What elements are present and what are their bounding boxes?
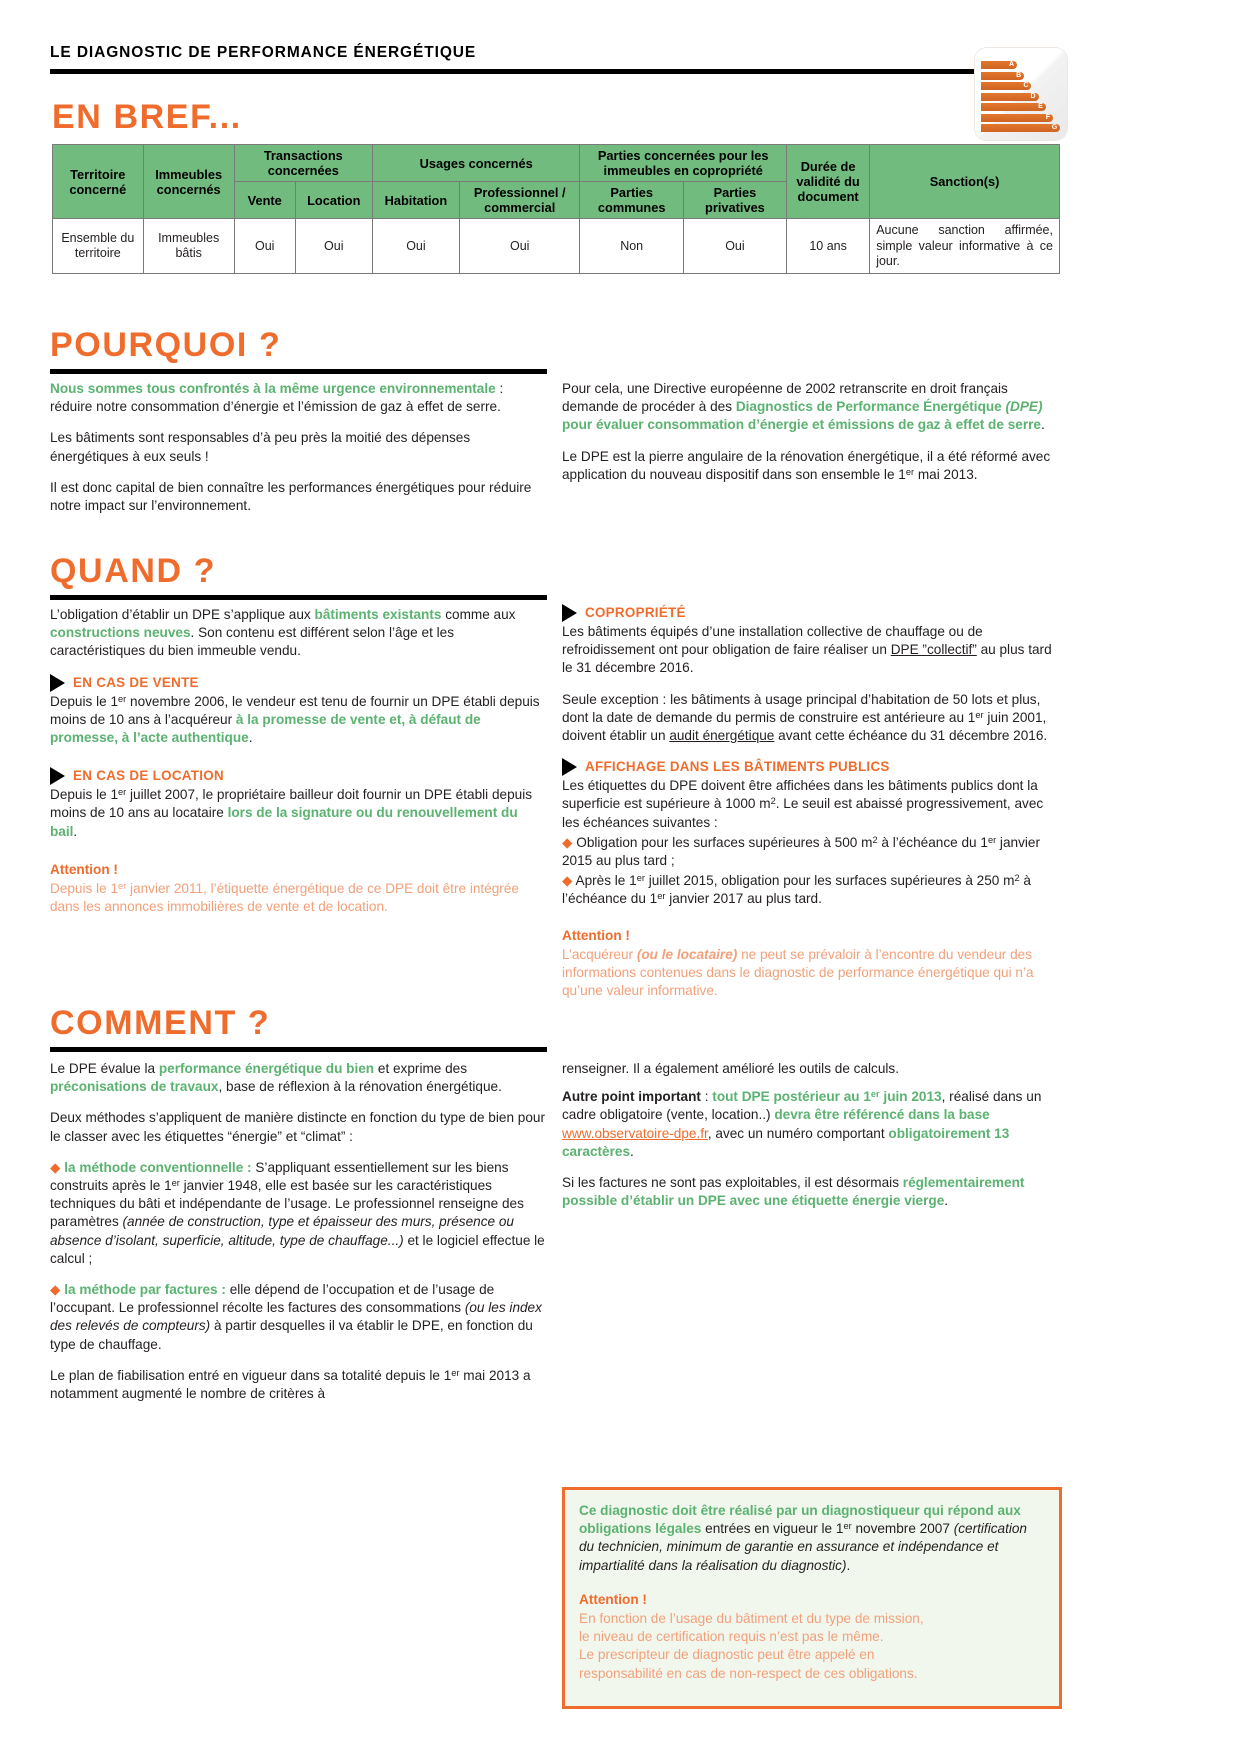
cmt-p1-c: et exprime des bbox=[374, 1061, 468, 1076]
quand-right-attn-b: (ou le locataire) bbox=[636, 946, 738, 962]
th-professionnel: Professionnel / commercial bbox=[459, 182, 579, 219]
pourquoi-right-p1-a: Pour cela, une Directive européenne de 2002 retranscrite en droit français demande de procéder à des bbox=[562, 381, 1008, 415]
section-en-bref-title bbox=[52, 100, 552, 134]
pourquoi-right-p1-e: . bbox=[1040, 417, 1045, 433]
pourquoi-right-p1-c: (DPE) bbox=[1005, 399, 1043, 415]
triangle-bullet-icon bbox=[50, 767, 65, 785]
comment-left-p1 bbox=[50, 1060, 547, 1096]
method-1-label: la méthode conventionnelle : bbox=[64, 1159, 252, 1175]
copro-b: DPE ”collectif” bbox=[890, 642, 977, 658]
energy-bar-a: A bbox=[981, 61, 1017, 69]
document-header bbox=[50, 44, 1070, 74]
quand-vente-a: Depuis le 1er novembre 2006, le vendeur est tenu de fournir un DPE établi depuis moins de 10 ans à l’acquéreur bbox=[50, 693, 540, 727]
quand-right-affichage-body bbox=[562, 777, 1062, 832]
quand-left-attention-body bbox=[50, 880, 547, 916]
cmt-r-p1-e: devra être référencé dans la base bbox=[774, 1107, 990, 1123]
comment-divider bbox=[50, 1047, 547, 1052]
cell-professionnel: Oui bbox=[459, 219, 579, 274]
pourquoi-right-p1 bbox=[562, 380, 1062, 435]
energy-bar-g: G bbox=[981, 124, 1060, 132]
energy-bar-b: B bbox=[981, 72, 1024, 80]
th-vente: Vente bbox=[234, 182, 295, 219]
quand-intro-d: constructions neuves bbox=[50, 625, 191, 641]
section-quand-title bbox=[50, 554, 550, 600]
comment-heading: COMMENT ? bbox=[50, 1004, 271, 1042]
dpe-energy-label-icon bbox=[975, 48, 1067, 140]
energy-bar-d: D bbox=[981, 93, 1039, 101]
subhead-location-label: EN CAS DE LOCATION bbox=[73, 768, 224, 784]
cmt-p1-b: performance énergétique du bien bbox=[158, 1061, 375, 1076]
quand-location-b: lors de la signature ou du renouvellement du bail bbox=[50, 805, 518, 839]
cmt-r-p1-b: : bbox=[700, 1089, 713, 1105]
pourquoi-right-p1-d: pour évaluer consommation d’énergie et émissions de gaz à effet de serre bbox=[562, 417, 1041, 433]
quand-right-copro-body bbox=[562, 623, 1062, 678]
box-attn-l4: responsabilité en cas de non-respect de ces obligations. bbox=[579, 1665, 918, 1681]
pourquoi-right-p1-b: Diagnostics de Performance Énergétique bbox=[735, 399, 1006, 415]
copro-c: au plus tard le 31 décembre 2016. bbox=[562, 642, 1052, 676]
quand-left-column bbox=[50, 606, 547, 928]
quand-intro-b: bâtiments existants bbox=[314, 607, 442, 622]
section-comment-title bbox=[50, 1006, 550, 1052]
table-header-row-1 bbox=[53, 145, 1060, 182]
triangle-bullet-icon bbox=[50, 674, 65, 692]
method-1-italic: (année de construction, type et épaisseur des murs, présence ou absence d’isolant, superficie, altitude, type de chauffage...) bbox=[50, 1214, 514, 1248]
quand-right-attention-head: Attention ! bbox=[562, 927, 630, 943]
quand-intro-e: . Son contenu est différent selon l’âge et les caractéristiques du bien immeuble vendu. bbox=[50, 625, 455, 659]
cmt-r-p1-f: , avec un numéro comportant bbox=[707, 1125, 889, 1141]
box-lead-bold: Ce diagnostic doit être réalisé par un diagnostiqueur qui répond aux obligations légales bbox=[579, 1503, 1021, 1537]
observatoire-dpe-link[interactable]: www.observatoire-dpe.fr bbox=[562, 1125, 708, 1141]
box-attention-body bbox=[579, 1610, 1045, 1683]
quand-left-intro bbox=[50, 606, 547, 661]
box-attn-l1: En fonction de l’usage du bâtiment et du type de mission, bbox=[579, 1611, 924, 1627]
th-parties-privatives: Parties privatives bbox=[683, 182, 786, 219]
comment-right-p0: renseigner. Il a également amélioré les outils de calculs. bbox=[562, 1061, 900, 1076]
cmt-r-p1-c: tout DPE postérieur au 1er juin 2013 bbox=[712, 1089, 942, 1105]
quand-location-c: . bbox=[73, 823, 78, 839]
comment-right-column bbox=[562, 1060, 1062, 1210]
en-bref-heading: EN BREF... bbox=[52, 98, 242, 136]
table-row bbox=[53, 219, 1060, 274]
pourquoi-left-p1 bbox=[50, 380, 547, 416]
subhead-copro-label: COPROPRIÉTÉ bbox=[585, 605, 686, 621]
pourquoi-left-p2: Les bâtiments sont responsables d’à peu près la moitié des dépenses énergétiques à eux seuls ! bbox=[50, 430, 471, 464]
cmt-r-p1-g: obligatoirement 13 caractères bbox=[562, 1125, 1010, 1159]
cell-territoire: Ensemble du territoire bbox=[53, 219, 144, 274]
quand-heading: QUAND ? bbox=[50, 552, 217, 590]
diamond-bullet-icon: ◆ bbox=[50, 1159, 61, 1175]
cell-location: Oui bbox=[295, 219, 372, 274]
cmt-r-p2-b: réglementairement possible d’établir un DPE avec une étiquette énergie vierge bbox=[562, 1175, 1025, 1209]
cmt-p1-a: Le DPE évalue la bbox=[50, 1061, 159, 1076]
triangle-bullet-icon bbox=[562, 604, 577, 622]
diamond-bullet-icon: ◆ bbox=[50, 1282, 61, 1298]
th-habitation: Habitation bbox=[372, 182, 459, 219]
copro2-b: audit énergétique bbox=[669, 728, 775, 744]
method-1-a: S’appliquant essentiellement sur les biens construits après le 1er janvier 1948, elle est basée sur les caractéristiques techniques du bâti et indépendante de l’usage. Le professionnel renseigne des paramètres bbox=[50, 1159, 524, 1230]
affichage-bullet-2 bbox=[562, 872, 1062, 908]
comment-right-p2 bbox=[562, 1174, 1062, 1210]
quand-divider bbox=[50, 595, 547, 600]
pourquoi-left-p1-bold: Nous sommes tous confrontés à la même urgence environnementale bbox=[50, 381, 496, 396]
th-parties: Parties concernées pour les immeubles en copropriété bbox=[580, 145, 787, 182]
cmt-r-p2-a: Si les factures ne sont pas exploitables, il est désormais bbox=[562, 1175, 903, 1191]
affichage-text: Les étiquettes du DPE doivent être affichées dans les bâtiments publics dont la superficie est supérieure à 1000 $m^2$. Le seuil est abaissé progressivement, avec les échéances suivantes : bbox=[562, 778, 1044, 830]
pourquoi-heading: POURQUOI ? bbox=[50, 326, 282, 364]
box-attn-l3: Le prescripteur de diagnostic peut être appelé en bbox=[579, 1647, 875, 1663]
quand-vente-c: . bbox=[248, 730, 253, 746]
diagnostiqueur-highlight-box bbox=[562, 1487, 1062, 1709]
cell-immeubles: Immeubles bâtis bbox=[143, 219, 234, 274]
cmt-p1-e: , base de réflexion à la rénovation énergétique. bbox=[218, 1079, 502, 1095]
th-parties-communes: Parties communes bbox=[580, 182, 683, 219]
diamond-bullet-icon: ◆ bbox=[562, 873, 573, 889]
quand-right-column bbox=[562, 604, 1062, 1012]
pourquoi-left-p1-rest: : réduire notre consommation d’énergie et l’émission de gaz à effet de serre. bbox=[50, 381, 504, 415]
header-divider bbox=[50, 69, 1010, 74]
quand-right-copro2 bbox=[562, 691, 1062, 746]
comment-left-p3 bbox=[50, 1367, 547, 1403]
page-title: LE DIAGNOSTIC DE PERFORMANCE ÉNERGÉTIQUE bbox=[50, 44, 477, 61]
cmt-r-p2-c: . bbox=[944, 1193, 949, 1209]
comment-method-2 bbox=[50, 1281, 547, 1354]
diamond-bullet-icon: ◆ bbox=[562, 834, 573, 850]
cell-vente: Oui bbox=[234, 219, 295, 274]
quand-right-attn-c: ne peut se prévaloir à l’encontre du vendeur des informations contenues dans le diagnostic de performance énergétique qui n’a qu’une valeur informative. bbox=[562, 946, 1034, 999]
comment-left-p3-text: Le plan de fiabilisation entré en vigueur dans sa totalité depuis le 1er mai 2013 a notamment augmenté le nombre de critères à bbox=[50, 1367, 531, 1402]
th-territoire: Territoire concerné bbox=[53, 145, 144, 219]
pourquoi-right-column bbox=[562, 380, 1062, 484]
comment-method-1 bbox=[50, 1159, 547, 1268]
subhead-en-cas-de-vente bbox=[50, 674, 547, 692]
th-usages: Usages concernés bbox=[372, 145, 580, 182]
subhead-vente-label: EN CAS DE VENTE bbox=[73, 674, 199, 690]
th-duree: Durée de validité du document bbox=[786, 145, 869, 219]
method-2-italic: (ou les index des relevés de compteurs) bbox=[50, 1300, 542, 1334]
affichage-bullet-1 bbox=[562, 834, 1062, 870]
triangle-bullet-icon bbox=[562, 758, 577, 776]
cmt-r-p1-a: Autre point important bbox=[562, 1089, 701, 1105]
subhead-en-cas-de-location bbox=[50, 767, 547, 785]
box-lead-italic: (certification du technicien, minimum de garantie en assurance et indépendance et impartialité dans la réalisation du diagnostic) bbox=[579, 1521, 1027, 1573]
energy-bar-c: C bbox=[981, 82, 1031, 90]
copro-a: Les bâtiments équipés d’une installation collective de chauffage ou de refroidissement ont pour obligation de faire réaliser un bbox=[562, 624, 983, 658]
pourquoi-right-p2-text: Le DPE est la pierre angulaire de la rénovation énergétique, il a été réformé avec application du nouveau dispositif dans son ensemble le 1er mai 2013. bbox=[562, 448, 1051, 482]
box-attn-l2: le niveau de certification requis n’est pas le même. bbox=[579, 1629, 884, 1645]
cell-parties-communes: Non bbox=[580, 219, 683, 274]
energy-bar-e: E bbox=[981, 103, 1046, 111]
box-lead-end: . bbox=[846, 1557, 851, 1573]
subhead-copropriete bbox=[562, 604, 1062, 622]
comment-right-p1 bbox=[562, 1088, 1062, 1161]
cell-duree: 10 ans bbox=[786, 219, 869, 274]
quand-intro-c: comme aux bbox=[441, 607, 516, 622]
comment-left-p2: Deux méthodes s’appliquent de manière distincte en fonction du type de bien pour le classer avec les étiquettes “énergie” et “climat” : bbox=[50, 1110, 545, 1144]
subhead-affichage bbox=[562, 758, 1062, 776]
th-sanction: Sanction(s) bbox=[870, 145, 1060, 219]
box-lead-rest: entrées en vigueur le 1er novembre 2007 bbox=[701, 1521, 954, 1537]
section-pourquoi-title bbox=[50, 328, 550, 374]
quand-left-location-body bbox=[50, 786, 547, 841]
box-lead bbox=[579, 1502, 1045, 1575]
quand-left-attention-head: Attention ! bbox=[50, 861, 118, 877]
cell-parties-privatives: Oui bbox=[683, 219, 786, 274]
cell-sanction: Aucune sanction affirmée, simple valeur informative à ce jour. bbox=[870, 219, 1060, 274]
cmt-r-p1-h: . bbox=[630, 1143, 634, 1159]
cell-habitation: Oui bbox=[372, 219, 459, 274]
pourquoi-left-p3: Il est donc capital de bien connaître les performances énergétiques pour réduire notre impact sur l’environnement. bbox=[50, 479, 532, 514]
method-2-a: elle dépend de l’occupation et de l’usage de l’occupant. Le professionnel récolte les factures des consommations bbox=[50, 1282, 495, 1316]
subhead-affichage-label: AFFICHAGE DANS LES BÂTIMENTS PUBLICS bbox=[585, 759, 890, 775]
quand-location-a: Depuis le 1er juillet 2007, le propriétaire bailleur doit fournir un DPE établi depuis moins de 10 ans au locataire bbox=[50, 787, 533, 821]
th-immeubles: Immeubles concernés bbox=[143, 145, 234, 219]
method-1-b: et le logiciel effectue le calcul ; bbox=[50, 1232, 545, 1266]
energy-bar-f: F bbox=[981, 114, 1053, 122]
quand-right-attn-a: L’acquéreur bbox=[562, 946, 637, 962]
pourquoi-divider bbox=[50, 369, 547, 374]
pourquoi-left-column bbox=[50, 380, 547, 515]
quand-left-vente-body bbox=[50, 693, 547, 748]
affichage-bullet-2-text: Après le 1er juillet 2015, obligation pour les surfaces supérieures à 250 $m^2$ à l’échéance du 1er janvier 2017 au plus tard. bbox=[562, 873, 1031, 907]
th-transactions: Transactions concernées bbox=[234, 145, 372, 182]
pourquoi-right-p2 bbox=[562, 448, 1062, 484]
box-attention-head: Attention ! bbox=[579, 1591, 647, 1607]
en-bref-table bbox=[52, 144, 1060, 274]
quand-right-attention-body bbox=[562, 946, 1062, 1001]
th-location: Location bbox=[295, 182, 372, 219]
copro2-a: Seule exception : les bâtiments à usage principal d’habitation de 50 lots et plus, dont la date de demande du permis de construire est antérieure au 1er juin 2001, doivent établir un bbox=[562, 691, 1047, 744]
cmt-r-p1-d: , réalisé dans un cadre obligatoire (vente, location..) bbox=[562, 1089, 1042, 1123]
quand-vente-b: à la promesse de vente et, à défaut de promesse, à l’acte authentique bbox=[50, 711, 481, 746]
method-2-label: la méthode par factures : bbox=[64, 1282, 226, 1298]
comment-left-column bbox=[50, 1060, 547, 1403]
method-2-b: à partir desquelles il va établir le DPE, en fonction du type de chauffage. bbox=[50, 1318, 533, 1352]
quand-attention-text: Depuis le 1er janvier 2011, l’étiquette énergétique de ce DPE doit être intégrée dans les annonces immobilières de vente et de location. bbox=[50, 881, 519, 915]
cmt-p1-d: préconisations de travaux bbox=[50, 1079, 219, 1095]
quand-intro-a: L’obligation d’établir un DPE s’applique aux bbox=[50, 607, 315, 622]
copro2-c: avant cette échéance du 31 décembre 2016. bbox=[774, 728, 1048, 744]
affichage-bullet-1-text: Obligation pour les surfaces supérieures à 500 $m^2$ à l’échéance du 1er janvier 2015 au plus tard ; bbox=[562, 834, 1040, 869]
